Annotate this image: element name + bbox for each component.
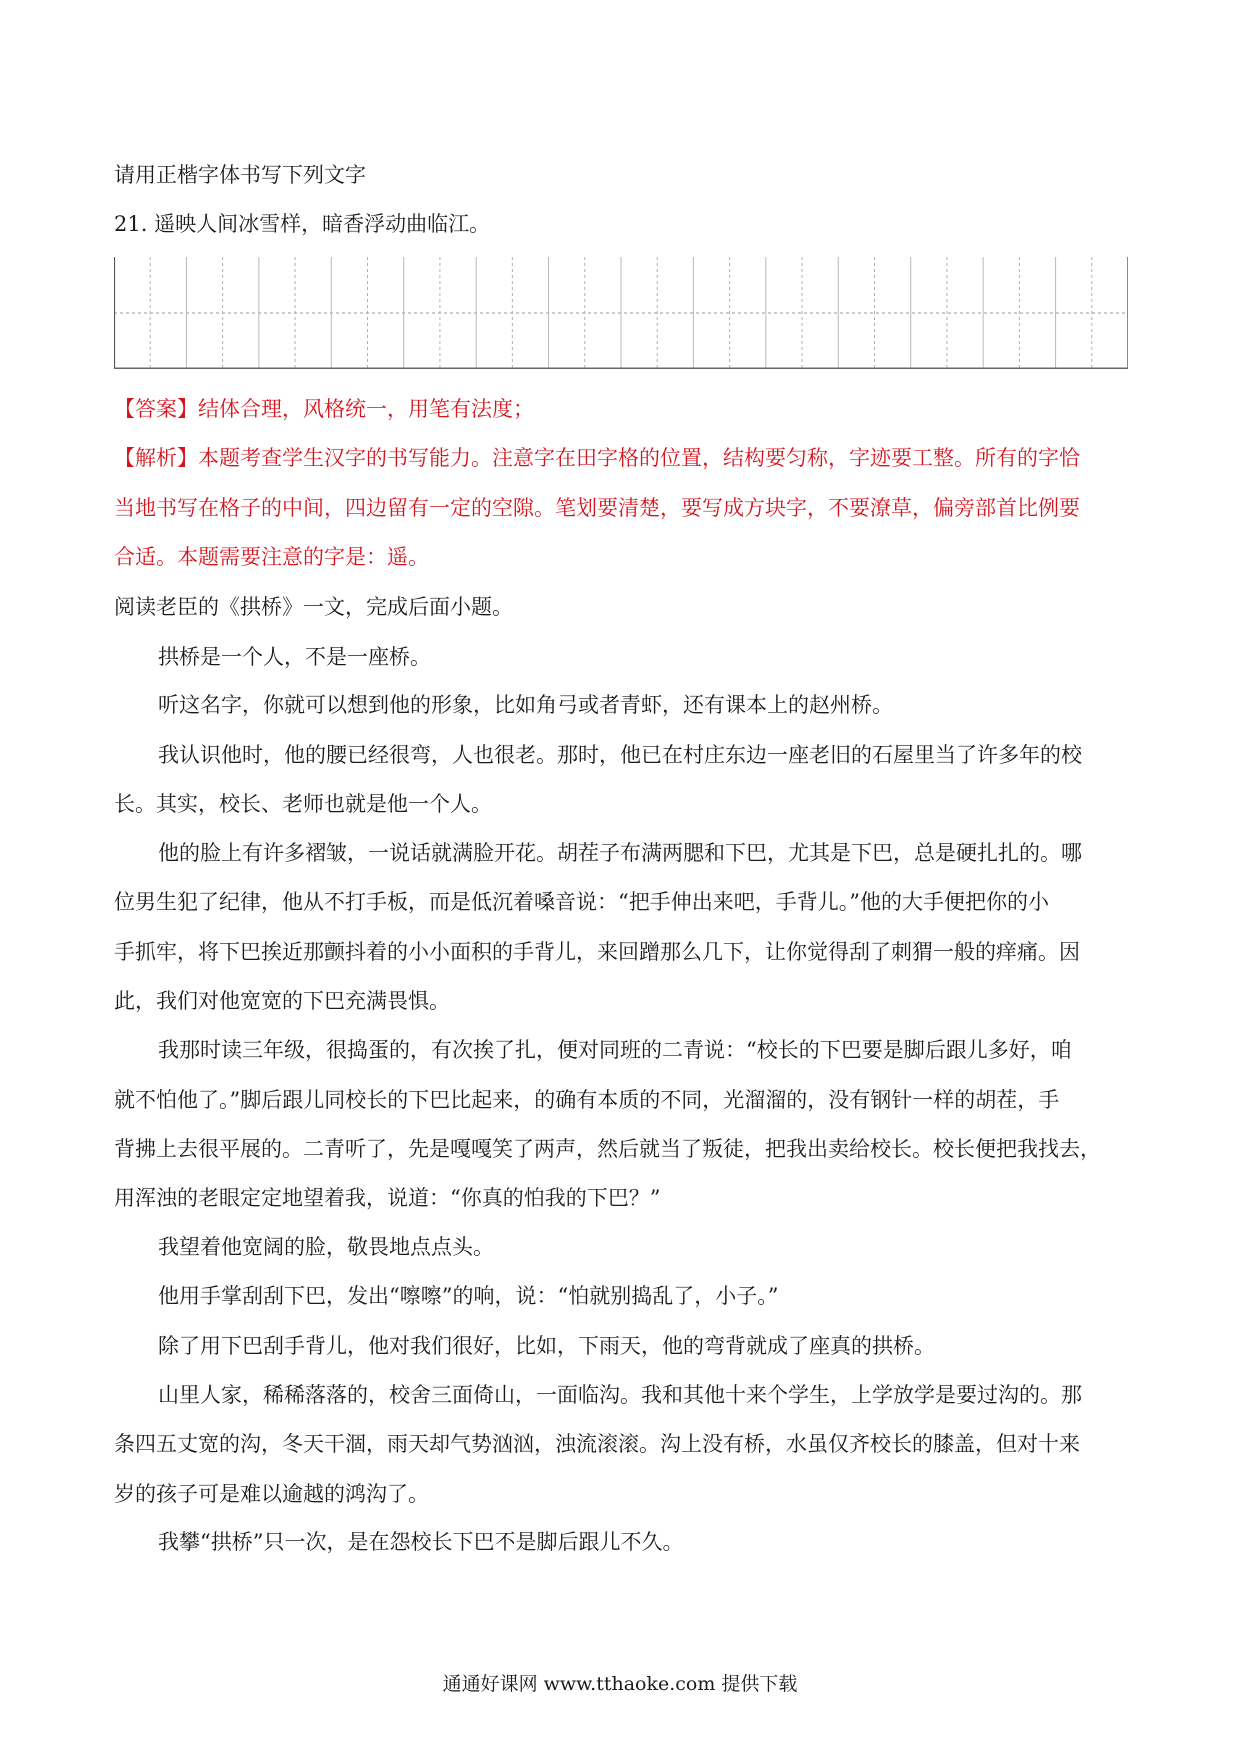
passage-line: 除了用下巴刮手背儿，他对我们很好，比如，下雨天，他的弯背就成了座真的拱桥。: [158, 1334, 935, 1358]
analysis-line: 当地书写在格子的中间，四边留有一定的空隙。笔划要清楚，要写成方块字，不要潦草，偏旁部首比例要: [114, 496, 1080, 520]
passage-line: 我望着他宽阔的脸，敬畏地点点头。: [158, 1235, 494, 1259]
answer-line: 【答案】结体合理，风格统一，用笔有法度；: [114, 397, 534, 421]
passage-line: 就不怕他了。”脚后跟儿同校长的下巴比起来，的确有本质的不同，光溜溜的，没有钢针一样的胡茬，手: [114, 1088, 1060, 1112]
passage-line: 手抓牢，将下巴挨近那颤抖着的小小面积的手背儿，来回蹭那么几下，让你觉得刮了刺猬一般的痒痛。因: [114, 940, 1080, 964]
passage-line: 条四五丈宽的沟，冬天干涸，雨天却气势汹汹，浊流滚滚。沟上没有桥，水虽仅齐校长的膝盖，但对十来: [114, 1432, 1080, 1456]
instruction-text: 请用正楷字体书写下列文字: [114, 163, 366, 187]
passage-line: 听这名字，你就可以想到他的形象，比如角弓或者青虾，还有课本上的赵州桥。: [158, 693, 893, 717]
passage-line: 位男生犯了纪律，他从不打手板，而是低沉着嗓音说：“把手伸出来吧，手背儿。”他的大手便把你的小: [114, 890, 1049, 914]
passage-line: 我攀“拱桥”只一次，是在怨校长下巴不是脚后跟儿不久。: [158, 1530, 684, 1554]
passage-line: 他的脸上有许多褶皱，一说话就满脸开花。胡茬子布满两腮和下巴，尤其是下巴，总是硬扎扎的。哪: [158, 841, 1082, 865]
passage-line: 山里人家，稀稀落落的，校舍三面倚山，一面临沟。我和其他十来个学生，上学放学是要过沟的。那: [158, 1383, 1082, 1407]
passage-line: 用浑浊的老眼定定地望着我，说道：“你真的怕我的下巴？”: [114, 1186, 661, 1210]
reading-intro: 阅读老臣的《拱桥》一文，完成后面小题。: [114, 595, 513, 619]
question-21: 21. 遥映人间冰雪样，暗香浮动曲临江。: [114, 212, 491, 236]
passage-line: 拱桥是一个人，不是一座桥。: [158, 645, 431, 669]
analysis-line: 合适。本题需要注意的字是：遥。: [114, 545, 429, 569]
passage-line: 我那时读三年级，很捣蛋的，有次挨了扎，便对同班的二青说：“校长的下巴要是脚后跟儿多好，咱: [158, 1038, 1072, 1062]
passage-line: 长。其实，校长、老师也就是他一个人。: [114, 792, 492, 816]
passage-line: 我认识他时，他的腰已经很弯，人也很老。那时，他已在村庄东边一座老旧的石屋里当了许多年的校: [158, 743, 1082, 767]
analysis-line: 【解析】本题考查学生汉字的书写能力。注意字在田字格的位置，结构要匀称，字迹要工整。所有的字恰: [114, 446, 1080, 470]
page-footer: 通通好课网 www.tthaoke.com 提供下载: [442, 1673, 798, 1695]
passage-line: 岁的孩子可是难以逾越的鸿沟了。: [114, 1482, 429, 1506]
passage-line: 背拂上去很平展的。二青听了，先是嘎嘎笑了两声，然后就当了叛徒，把我出卖给校长。校长便把我找去，: [114, 1137, 1101, 1161]
writing-grid: [114, 257, 1128, 369]
passage-line: 他用手掌刮刮下巴，发出“嚓嚓”的响，说：“怕就别捣乱了，小子。”: [158, 1284, 779, 1308]
passage-line: 此，我们对他宽宽的下巴充满畏惧。: [114, 989, 450, 1013]
